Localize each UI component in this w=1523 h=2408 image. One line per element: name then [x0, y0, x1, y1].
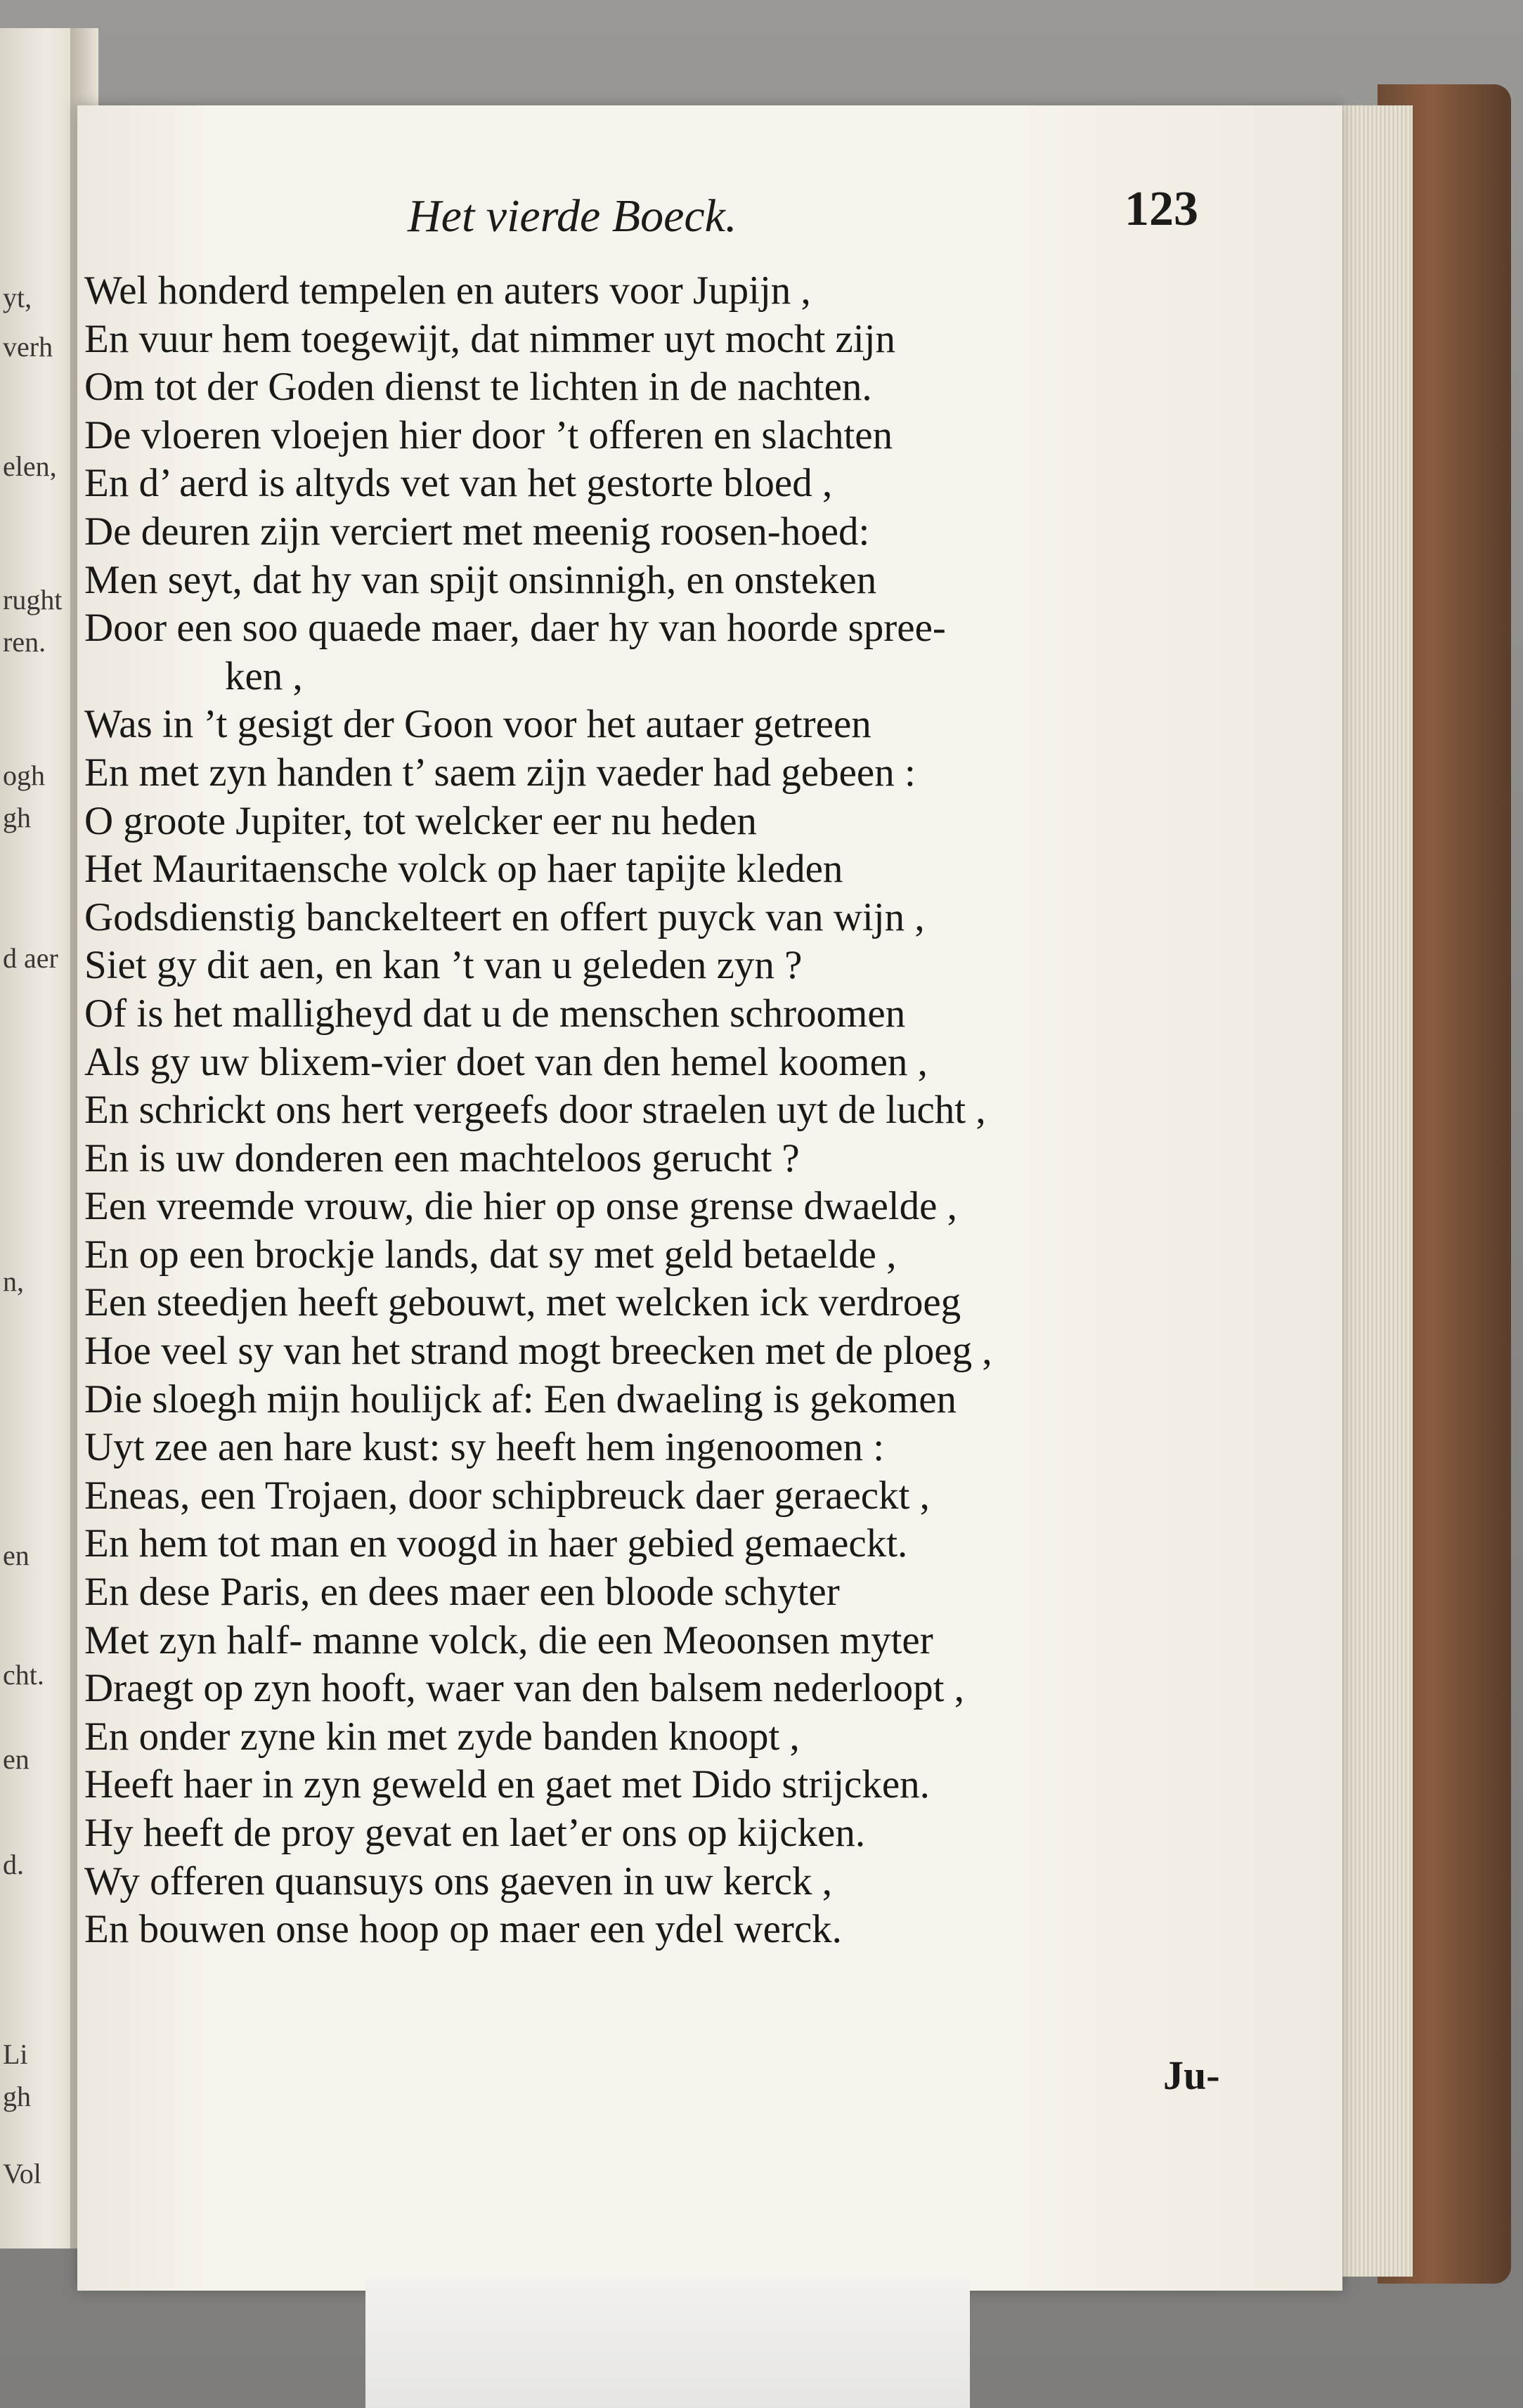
- left-page-fragment: rught: [3, 584, 63, 616]
- left-page-fragment: d.: [3, 1849, 24, 1880]
- verse-line: En vuur hem toegewijt, dat nimmer uyt mocht zijn: [84, 316, 895, 361]
- verse-line: De deuren zijn verciert met meenig roosen-hoed:: [84, 509, 870, 554]
- verse-line: ken ,: [225, 653, 303, 698]
- verse-line: Of is het malligheyd dat u de menschen schroomen: [84, 991, 906, 1036]
- verse-line: Wy offeren quansuys ons gaeven in uw kerck ,: [84, 1859, 832, 1903]
- verse-line: Siet gy dit aen, en kan ’t van u geleden zyn ?: [84, 943, 803, 988]
- left-page-fragment: Vol: [3, 2158, 41, 2189]
- book-page: [77, 105, 1342, 2291]
- verse-line: Om tot der Goden dienst te lichten in de nachten.: [84, 365, 872, 410]
- verse-line: En onder zyne kin met zyde banden knoopt ,: [84, 1714, 800, 1759]
- verse-line: En hem tot man en voogd in haer gebied gemaeckt.: [84, 1521, 908, 1566]
- verse-line: Een steedjen heeft gebouwt, met welcken ick verdroeg: [84, 1280, 961, 1325]
- verse-line: Door een soo quaede maer, daer hy van hoorde spree-: [84, 606, 946, 651]
- verse-line: Hoe veel sy van het strand mogt breecken met de ploeg ,: [84, 1329, 992, 1374]
- verse-line: En bouwen onse hoop op maer een ydel werck.: [84, 1907, 842, 1952]
- left-page-fragment: cht.: [3, 1659, 44, 1691]
- left-page-fragment: ren.: [3, 626, 46, 658]
- left-page-fragment: gh: [3, 2081, 31, 2112]
- verse-line: Het Mauritaensche volck op haer tapijte kleden: [84, 847, 843, 892]
- previous-page-edge: [0, 28, 77, 2248]
- verse-line: Men seyt, dat hy van spijt onsinnigh, en onsteken: [84, 557, 877, 602]
- verse-line: Godsdienstig banckelteert en offert puyck van wijn ,: [84, 894, 925, 939]
- verse-line: En op een brockje lands, dat sy met geld betaelde ,: [84, 1232, 897, 1277]
- left-page-fragment: en: [3, 1743, 30, 1775]
- verse-line: Hy heeft de proy gevat en laet’er ons op kijcken.: [84, 1811, 866, 1855]
- verse-line: Die sloegh mijn houlijck af: Een dwaeling is gekomen: [84, 1377, 957, 1421]
- verse-line: En schrickt ons hert vergeefs door straelen uyt de lucht ,: [84, 1088, 986, 1133]
- verse-line: Met zyn half- manne volck, die een Meoonsen myter: [84, 1618, 933, 1662]
- left-page-fragment: verh: [3, 331, 53, 363]
- verse-line: En dese Paris, en dees maer een bloode schyter: [84, 1570, 840, 1615]
- verse-line: Als gy uw blixem-vier doet van den hemel koomen ,: [84, 1039, 928, 1084]
- catchword: Ju-: [1163, 2052, 1220, 2098]
- verse-line: Eneas, een Trojaen, door schipbreuck daer geraeckt ,: [84, 1473, 930, 1518]
- running-head: Het vierde Boeck.: [408, 190, 737, 242]
- left-page-fragment: d aer: [3, 942, 58, 974]
- verse-line: En d’ aerd is altyds vet van het gestorte bloed ,: [84, 461, 833, 506]
- verse-line: Was in ’t gesigt der Goon voor het autaer getreen: [84, 702, 871, 747]
- paper-slip: [365, 2280, 970, 2408]
- verse-line: En met zyn handen t’ saem zijn vaeder had gebeen :: [84, 750, 916, 795]
- verse-line: Een vreemde vrouw, die hier op onse grense dwaelde ,: [84, 1184, 957, 1229]
- left-page-fragment: yt,: [3, 282, 32, 313]
- left-page-fragment: n,: [3, 1265, 24, 1297]
- verse-line: En is uw donderen een machteloos gerucht ?: [84, 1135, 800, 1180]
- left-page-fragment: elen,: [3, 450, 57, 482]
- verse-line: Wel honderd tempelen en auters voor Jupijn ,: [84, 268, 811, 313]
- page-edges: [1335, 105, 1413, 2277]
- left-page-fragment: Li: [3, 2038, 28, 2070]
- page-number: 123: [1125, 182, 1198, 236]
- verse-line: De vloeren vloejen hier door ’t offeren en slachten: [84, 412, 893, 457]
- left-page-fragment: gh: [3, 802, 31, 833]
- verse-line: Uyt zee aen hare kust: sy heeft hem ingenoomen :: [84, 1425, 885, 1470]
- verse-line: Draegt op zyn hooft, waer van den balsem nederloopt ,: [84, 1666, 964, 1711]
- left-page-fragment: en: [3, 1540, 30, 1571]
- verse-text: [84, 267, 1335, 1954]
- verse-line: O groote Jupiter, tot welcker eer nu heden: [84, 798, 757, 843]
- left-page-fragment: ogh: [3, 760, 45, 791]
- verse-line: Heeft haer in zyn geweld en gaet met Dido strijcken.: [84, 1762, 930, 1807]
